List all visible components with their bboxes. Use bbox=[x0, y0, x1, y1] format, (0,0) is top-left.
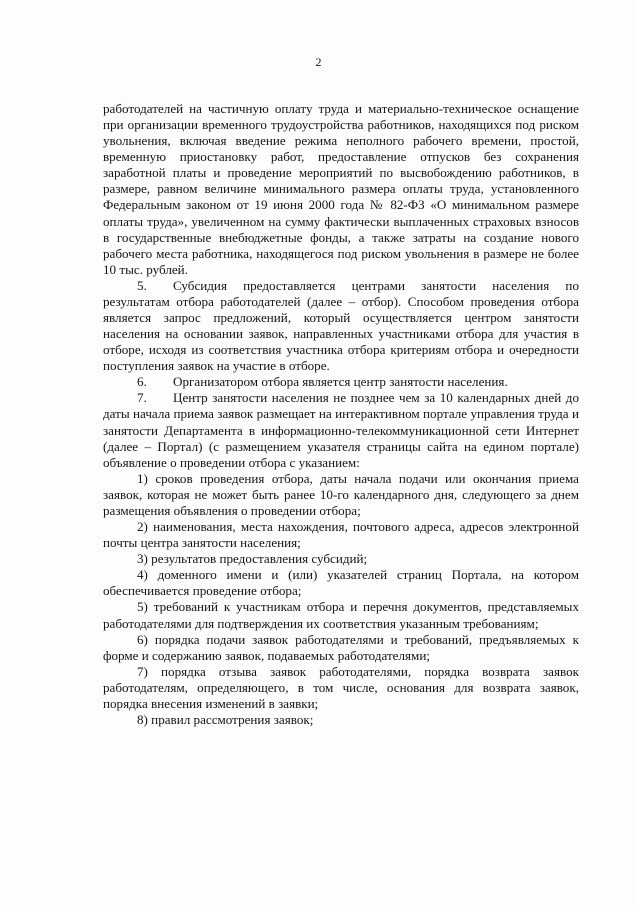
paragraph-7: 7. Центр занятости населения не позднее чем за 10 календарных дней до даты начала приема заявок размещает на интерактивном портале управления труда и занятости Департамента в информационно-телекоммуникационной сети Интернет (далее – Портал) (с размещением указателя страницы сайта на едином портале) объявление о проведении отбора с указанием: bbox=[103, 390, 579, 470]
list-item-3: 3) результатов предоставления субсидий; bbox=[137, 551, 368, 567]
document-body bbox=[103, 101, 579, 728]
list-item-4: 4) доменного имени и (или) указателей страниц Портала, на котором обеспечивается проведение отбора; bbox=[103, 567, 579, 599]
paragraph-subsidy-purpose: работодателей на частичную оплату труда и материально-техническое оснащение при организации временного трудоустройства работников, находящихся под риском увольнения, включая введение режима неполного рабочего времени, простой, временную приостановку работ, предоставление отпусков без сохранения заработной платы и проведение мероприятий по высвобождению работников, в размере, равном величине минимального размера оплаты труда, установленного Федеральным законом от 19 июня 2000 года № 82-ФЗ «О минимальном размере оплаты труда», увеличенном на сумму фактически выплаченных страховых взносов в государственные внебюджетные фонды, а также затраты на создание нового рабочего места работника, находящегося под риском увольнения в размере не более 10 тыс. рублей. bbox=[103, 101, 579, 277]
list-item-5: 5) требований к участникам отбора и перечня документов, представляемых работодателями для подтверждения их соответствия указанным требованиям; bbox=[103, 599, 579, 631]
paragraph-6: 6. Организатором отбора является центр занятости населения. bbox=[137, 374, 508, 390]
list-item-1: 1) сроков проведения отбора, даты начала подачи или окончания приема заявок, которая не может быть ранее 10-го календарного дня, следующего за днем размещения объявления о проведении отбора; bbox=[103, 470, 579, 518]
page-number: 2 bbox=[315, 55, 322, 69]
paragraph-5: 5. Субсидия предоставляется центрами занятости населения по результатам отбора работодателей (далее – отбор). Способом проведения отбора является запрос предложений, который осуществляется центром занятости населения на основании заявок, направленных участниками отбора для участия в отборе, исходя из соответствия участника отбора критериям отбора и очередности поступления заявок на участие в отборе. bbox=[103, 277, 579, 374]
list-item-2: 2) наименования, места нахождения, почтового адреса, адресов электронной почты центра занятости населения; bbox=[103, 519, 579, 551]
list-item-8: 8) правил рассмотрения заявок; bbox=[137, 711, 314, 727]
list-item-7: 7) порядка отзыва заявок работодателями, порядка возврата заявок работодателям, определяющего, в том числе, основания для возврата заявок, порядка внесения изменений в заявки; bbox=[103, 663, 579, 711]
list-item-6: 6) порядка подачи заявок работодателями и требований, предъявляемых к форме и содержанию заявок, подаваемых работодателями; bbox=[103, 631, 579, 663]
